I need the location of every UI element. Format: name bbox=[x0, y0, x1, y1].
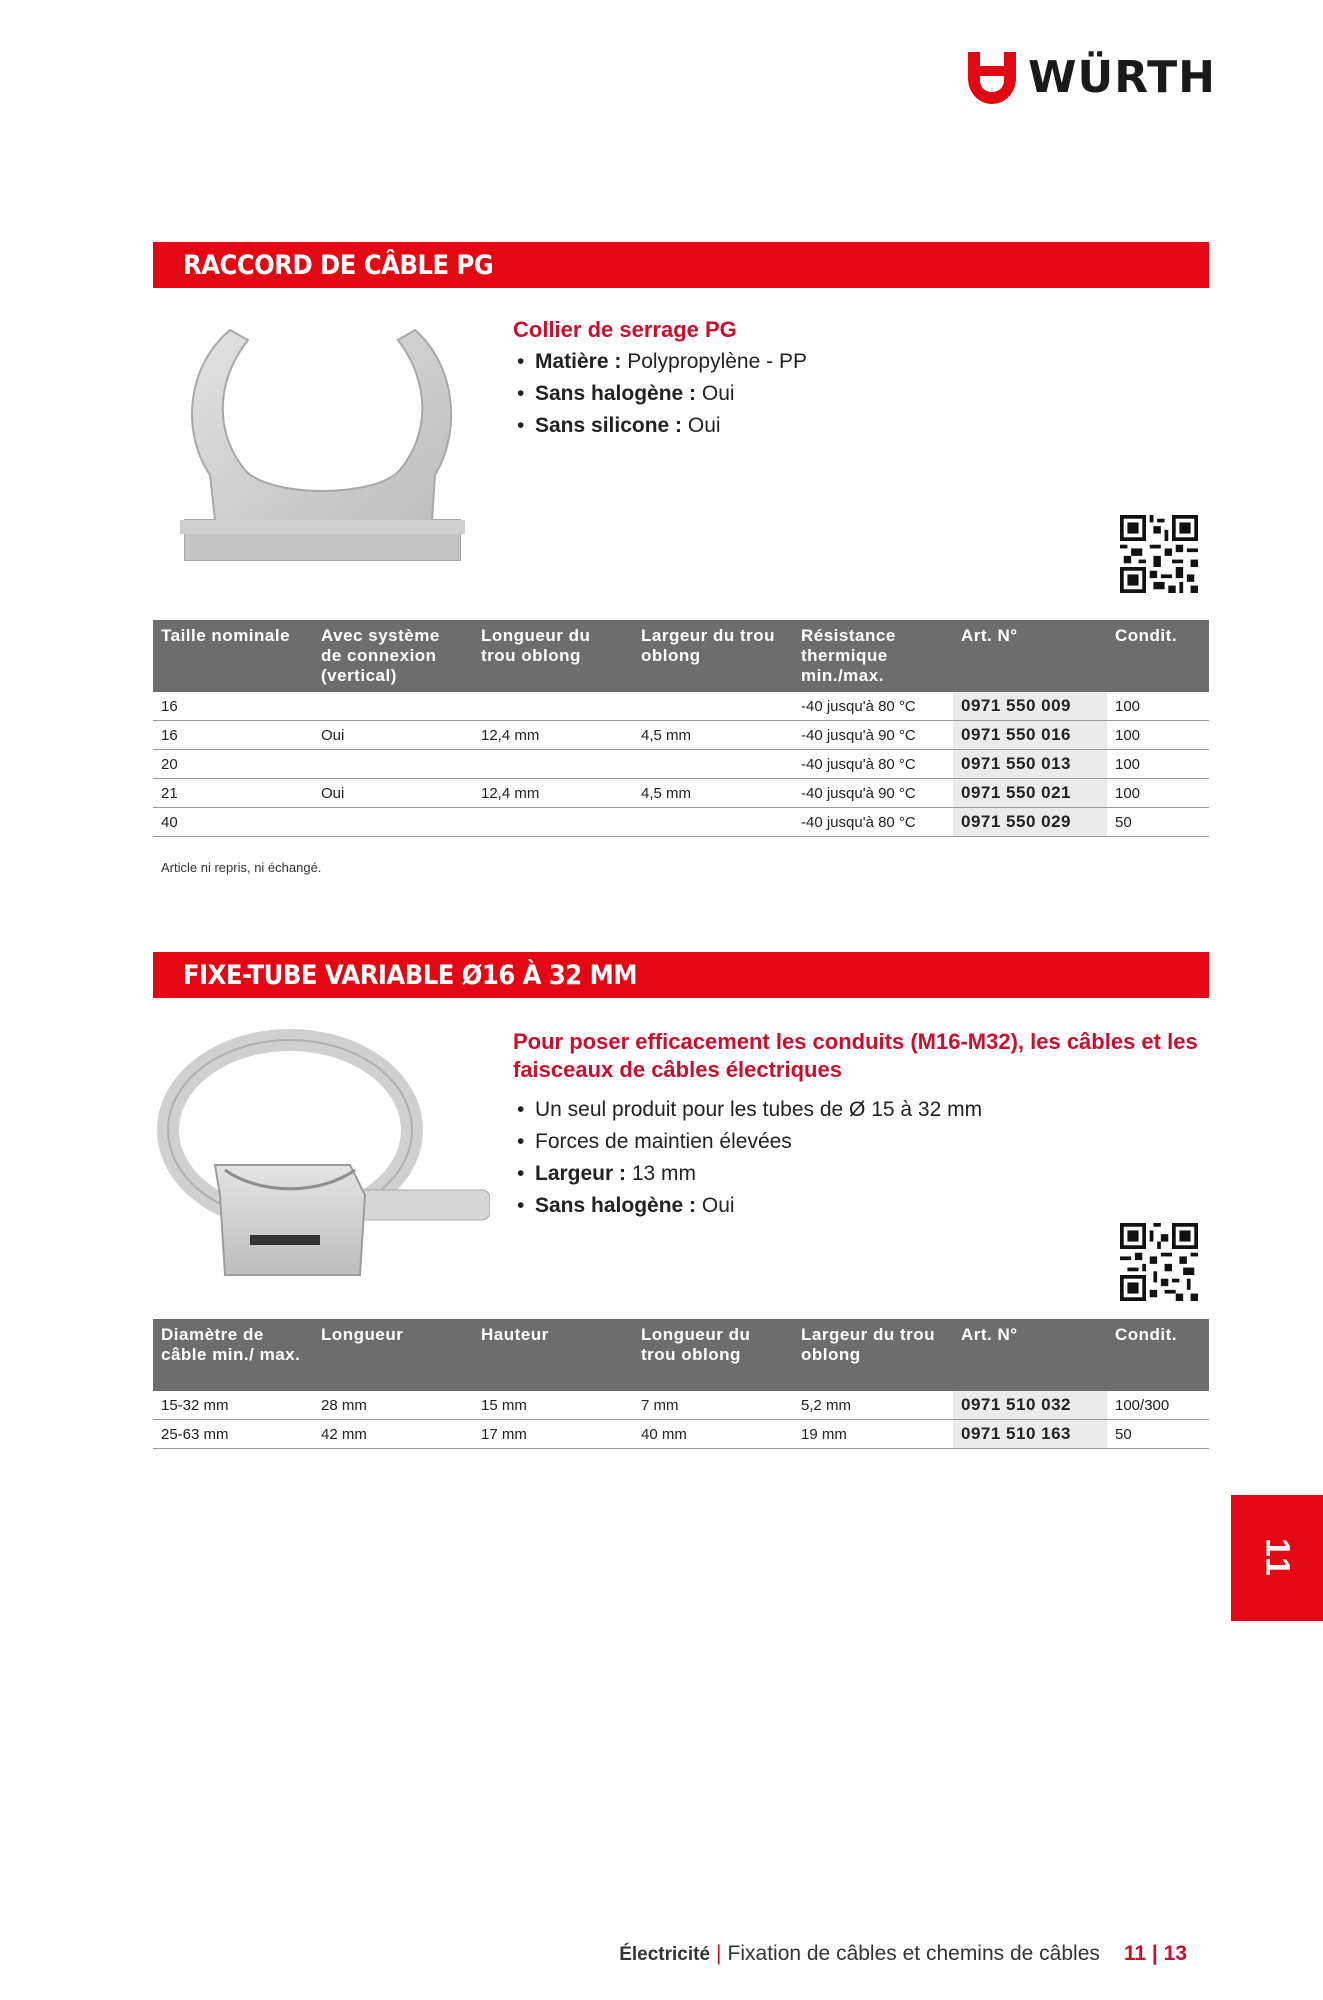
table-row bbox=[153, 750, 1209, 779]
table-cell: 25-63 mm bbox=[153, 1420, 313, 1449]
table-cell: 40 mm bbox=[633, 1420, 793, 1449]
table-cell: 16 bbox=[153, 721, 313, 750]
table-row bbox=[153, 779, 1209, 808]
article-number[interactable]: 0971 510 032 bbox=[953, 1391, 1107, 1420]
tube-holder-image bbox=[150, 1020, 490, 1285]
column-header: Art. N° bbox=[953, 1319, 1107, 1391]
table-cell: 15-32 mm bbox=[153, 1391, 313, 1420]
product-description bbox=[513, 1028, 1213, 1222]
feature-item: • Un seul produit pour les tubes de Ø 15 à 32 mm bbox=[513, 1094, 1213, 1126]
table-cell: -40 jusqu'à 90 °C bbox=[793, 779, 953, 808]
table-cell: Oui bbox=[313, 779, 473, 808]
article-number[interactable]: 0971 550 013 bbox=[953, 750, 1107, 779]
feature-list bbox=[513, 1094, 1213, 1222]
qr-code-icon[interactable] bbox=[1120, 1223, 1198, 1301]
feature-item: • Sans halogène : Oui bbox=[513, 378, 807, 410]
column-header: Longueur du trou oblong bbox=[473, 620, 633, 692]
table-cell: 21 bbox=[153, 779, 313, 808]
table-cell: 28 mm bbox=[313, 1391, 473, 1420]
feature-item: • Sans silicone : Oui bbox=[513, 410, 807, 442]
table-cell: -40 jusqu'à 80 °C bbox=[793, 808, 953, 837]
table-cell: 7 mm bbox=[633, 1391, 793, 1420]
table-cell: -40 jusqu'à 80 °C bbox=[793, 750, 953, 779]
qr-code-icon[interactable] bbox=[1120, 515, 1198, 593]
return-note: Article ni repris, ni échangé. bbox=[161, 860, 322, 875]
table-row bbox=[153, 1391, 1209, 1420]
table-cell: 12,4 mm bbox=[473, 721, 633, 750]
table-cell: 16 bbox=[153, 692, 313, 721]
table-cell: 50 bbox=[1107, 1420, 1209, 1449]
footer-separator: | bbox=[716, 1942, 722, 1965]
table-cell: 100 bbox=[1107, 750, 1209, 779]
feature-list bbox=[513, 346, 807, 442]
section-title: FIXE-TUBE VARIABLE Ø16 À 32 MM bbox=[183, 960, 638, 991]
table-header-row bbox=[153, 1319, 1209, 1391]
table-cell bbox=[633, 692, 793, 721]
table-cell bbox=[473, 692, 633, 721]
column-header: Diamètre de câble min./ max. bbox=[153, 1319, 313, 1391]
table-row bbox=[153, 721, 1209, 750]
section-title: RACCORD DE CÂBLE PG bbox=[183, 250, 494, 281]
column-header: Longueur bbox=[313, 1319, 473, 1391]
table-cell: -40 jusqu'à 80 °C bbox=[793, 692, 953, 721]
table-cell bbox=[313, 750, 473, 779]
page-footer bbox=[619, 1942, 1187, 1966]
article-number[interactable]: 0971 550 029 bbox=[953, 808, 1107, 837]
table-cell: Oui bbox=[313, 721, 473, 750]
table-cell: 42 mm bbox=[313, 1420, 473, 1449]
column-header: Longueur du trou oblong bbox=[633, 1319, 793, 1391]
product-title: Collier de serrage PG bbox=[513, 317, 737, 342]
spec-table bbox=[153, 1319, 1209, 1449]
chapter-tab[interactable] bbox=[1231, 1495, 1323, 1621]
table-cell bbox=[313, 808, 473, 837]
table-cell: 12,4 mm bbox=[473, 779, 633, 808]
footer-category: Électricité bbox=[619, 1944, 711, 1965]
table-cell bbox=[313, 692, 473, 721]
column-header: Largeur du trou oblong bbox=[633, 620, 793, 692]
column-header: Art. N° bbox=[953, 620, 1107, 692]
table-row bbox=[153, 808, 1209, 837]
spec-table bbox=[153, 620, 1209, 837]
column-header: Hauteur bbox=[473, 1319, 633, 1391]
article-number[interactable]: 0971 550 009 bbox=[953, 692, 1107, 721]
column-header: Avec système de connexion (vertical) bbox=[313, 620, 473, 692]
column-header: Condit. bbox=[1107, 1319, 1209, 1391]
table-cell: 19 mm bbox=[793, 1420, 953, 1449]
table-cell: 50 bbox=[1107, 808, 1209, 837]
chapter-number: 11 bbox=[1258, 1538, 1297, 1578]
table-cell: 4,5 mm bbox=[633, 779, 793, 808]
feature-item: • Matière : Polypropylène - PP bbox=[513, 346, 807, 378]
column-header: Condit. bbox=[1107, 620, 1209, 692]
feature-item: • Sans halogène : Oui bbox=[513, 1190, 1213, 1222]
feature-item: • Forces de maintien élevées bbox=[513, 1126, 1213, 1158]
table-cell: 100 bbox=[1107, 779, 1209, 808]
article-number[interactable]: 0971 550 016 bbox=[953, 721, 1107, 750]
table-cell: 40 bbox=[153, 808, 313, 837]
table-cell: 15 mm bbox=[473, 1391, 633, 1420]
table-cell: 4,5 mm bbox=[633, 721, 793, 750]
article-number[interactable]: 0971 550 021 bbox=[953, 779, 1107, 808]
table-cell: 5,2 mm bbox=[793, 1391, 953, 1420]
table-cell bbox=[633, 750, 793, 779]
product-title: Pour poser efficacement les conduits (M16-M32), les câbles et les faisceaux de câbles électriques bbox=[513, 1029, 1198, 1082]
table-cell: 100 bbox=[1107, 721, 1209, 750]
wurth-logo-icon bbox=[968, 52, 1016, 104]
table-cell: 100 bbox=[1107, 692, 1209, 721]
table-cell: 20 bbox=[153, 750, 313, 779]
table-cell: -40 jusqu'à 90 °C bbox=[793, 721, 953, 750]
table-cell bbox=[473, 808, 633, 837]
feature-item: • Largeur : 13 mm bbox=[513, 1158, 1213, 1190]
column-header: Résistance thermique min./max. bbox=[793, 620, 953, 692]
pg-clamp-image bbox=[170, 310, 470, 570]
wurth-logo bbox=[968, 52, 1216, 104]
product-description bbox=[513, 316, 807, 442]
table-row bbox=[153, 1420, 1209, 1449]
section-title-bar bbox=[153, 952, 1209, 998]
table-cell bbox=[633, 808, 793, 837]
table-cell bbox=[473, 750, 633, 779]
brand-name: WÜRTH bbox=[1028, 52, 1217, 103]
table-row bbox=[153, 692, 1209, 721]
page-number: 11 | 13 bbox=[1123, 1942, 1187, 1965]
column-header: Taille nominale bbox=[153, 620, 313, 692]
table-cell: 17 mm bbox=[473, 1420, 633, 1449]
table-header-row bbox=[153, 620, 1209, 692]
article-number[interactable]: 0971 510 163 bbox=[953, 1420, 1107, 1449]
column-header: Largeur du trou oblong bbox=[793, 1319, 953, 1391]
section-title-bar bbox=[153, 242, 1209, 288]
table-cell: 100/300 bbox=[1107, 1391, 1209, 1420]
footer-subtitle: Fixation de câbles et chemins de câbles bbox=[727, 1942, 1100, 1965]
